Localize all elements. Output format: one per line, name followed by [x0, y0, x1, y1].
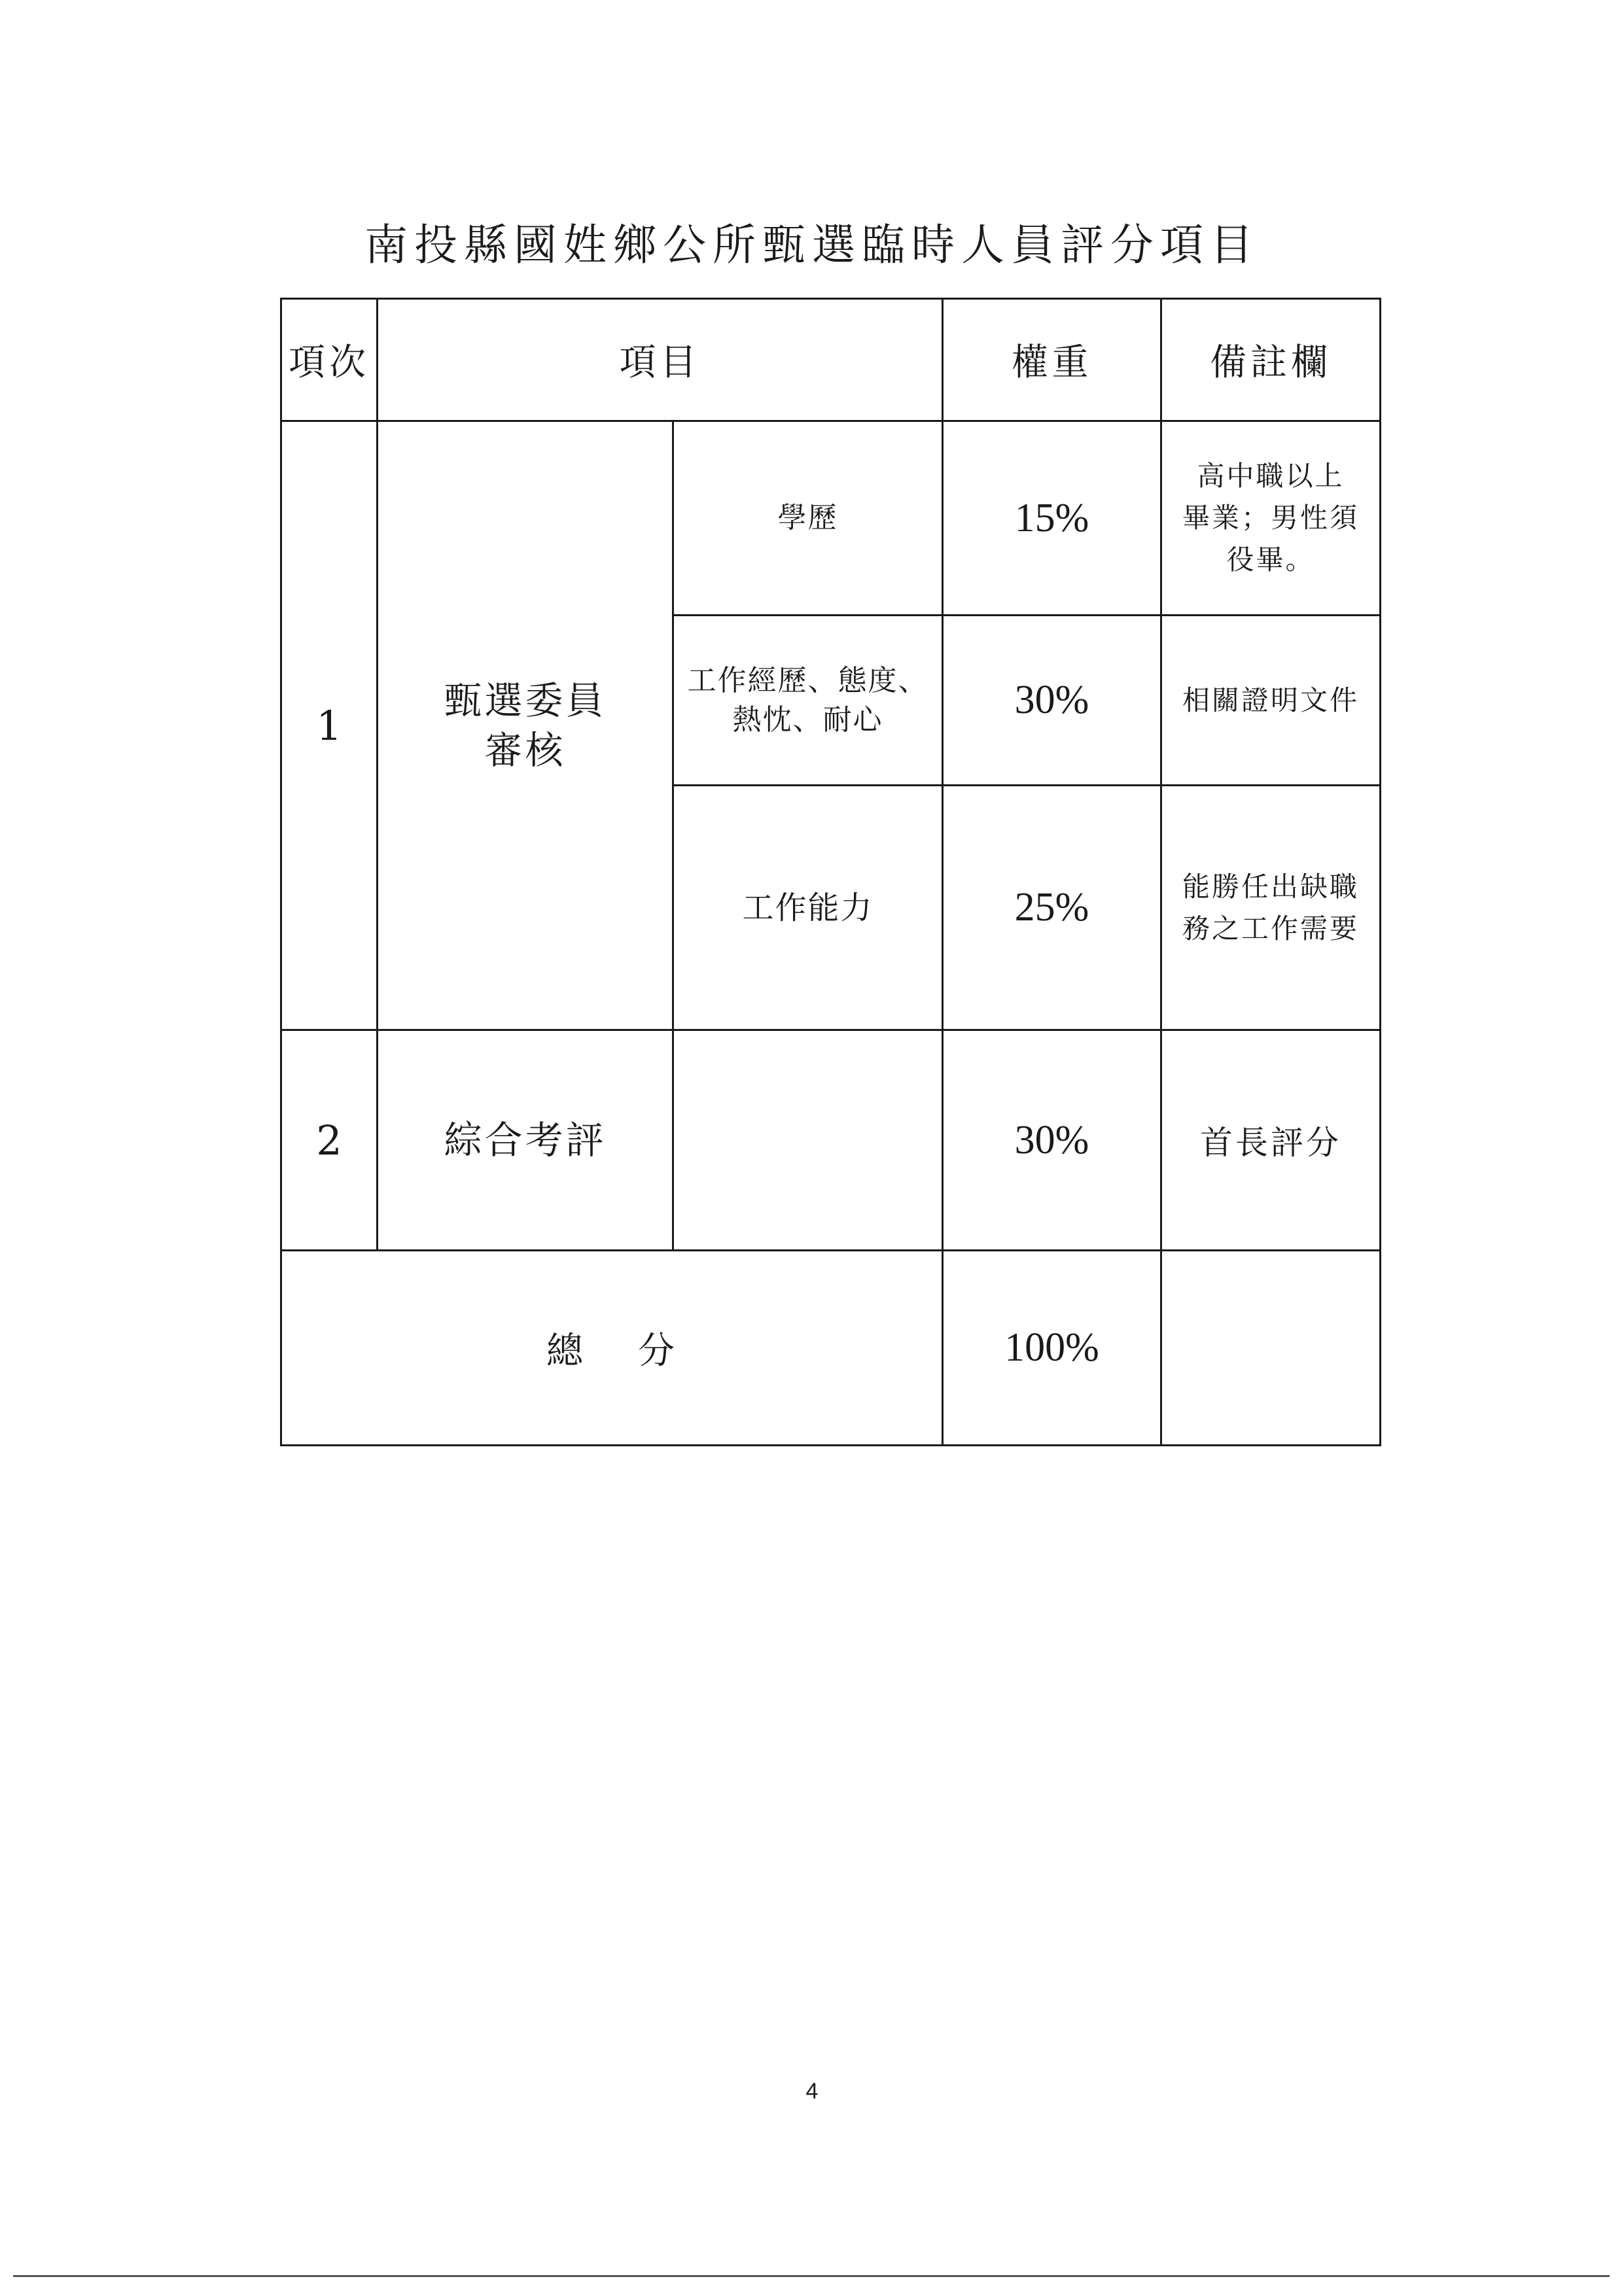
header-weight: 權重	[943, 299, 1161, 421]
header-index: 項次	[281, 299, 378, 421]
group-1-name-line: 審核	[484, 728, 566, 773]
header-note: 備註欄	[1161, 299, 1381, 421]
group-2-name: 綜合考評	[378, 1030, 673, 1251]
note-experience: 相關證明文件	[1161, 616, 1381, 786]
total-label	[281, 1251, 943, 1446]
weight-ability: 25%	[943, 786, 1161, 1030]
sub-item-experience	[673, 616, 943, 786]
group-1-name-line: 甄選委員	[444, 678, 607, 723]
total-note	[1161, 1251, 1381, 1446]
sub-item-line: 工作經歷、態度、	[687, 663, 928, 697]
scoring-table	[280, 298, 1381, 1446]
group-2-weight: 30%	[943, 1030, 1161, 1251]
total-label-right: 分	[638, 1329, 677, 1372]
table-row	[281, 421, 1381, 616]
note-ability	[1161, 786, 1381, 1030]
sub-item-line: 熱忱、耐心	[732, 703, 883, 737]
group-2-note: 首長評分	[1161, 1030, 1381, 1251]
group-2-index: 2	[281, 1030, 378, 1251]
header-item: 項目	[378, 299, 943, 421]
sub-item-education: 學歷	[673, 421, 943, 616]
note-line: 役畢。	[1226, 544, 1315, 576]
sub-item-ability: 工作能力	[673, 786, 943, 1030]
note-education	[1161, 421, 1381, 616]
page-number: 4	[805, 2079, 819, 2104]
group-2-sub-item	[673, 1030, 943, 1251]
table-total-row	[281, 1251, 1381, 1446]
weight-experience: 30%	[943, 616, 1161, 786]
document-title: 南投縣國姓鄉公所甄選臨時人員評分項目	[364, 220, 1260, 270]
table-row	[281, 1030, 1381, 1251]
group-1-name	[378, 421, 673, 1030]
note-line: 高中職以上	[1197, 460, 1345, 492]
group-1-index: 1	[281, 421, 378, 1030]
table-header-row	[281, 299, 1381, 421]
note-line: 畢業；男性須	[1182, 502, 1359, 534]
note-line: 能勝任出缺職	[1182, 870, 1359, 903]
total-weight: 100%	[943, 1251, 1161, 1446]
note-line: 務之工作需要	[1182, 912, 1359, 945]
weight-education: 15%	[943, 421, 1161, 616]
total-label-left: 總	[546, 1329, 586, 1372]
bottom-divider	[13, 2275, 1610, 2277]
